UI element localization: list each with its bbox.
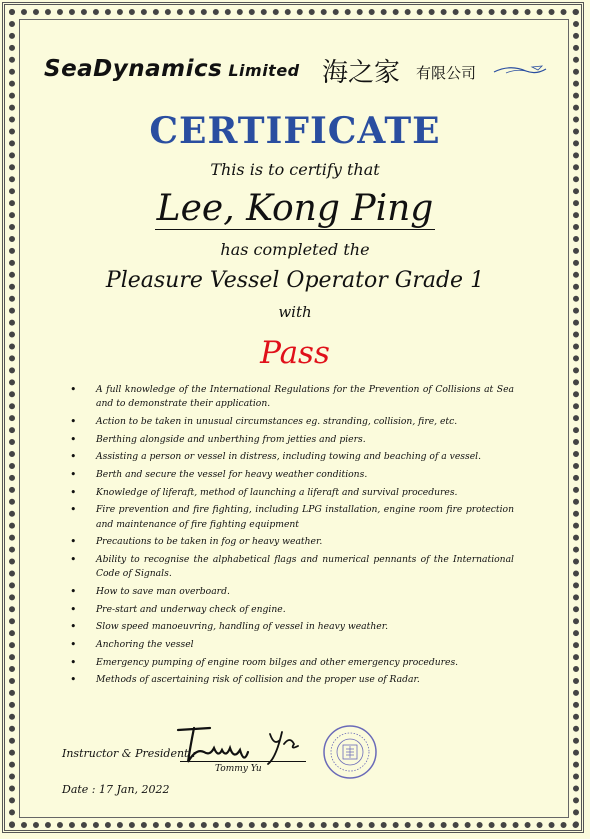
competency-list: [70, 383, 514, 691]
competency-item: • Methods of ascertaining risk of collision and the proper use of Radar.: [70, 673, 514, 687]
handwritten-signature: [170, 718, 310, 770]
certificate-title: CERTIFICATE: [149, 110, 441, 152]
competency-item: • Berthing alongside and unberthing from jetties and piers.: [70, 433, 514, 447]
competency-item: • Anchoring the vessel: [70, 638, 514, 652]
competency-item: • How to save man overboard.: [70, 585, 514, 599]
certify-text: This is to certify that: [210, 160, 380, 179]
company-name-text: SeaDynamics: [44, 56, 223, 82]
recipient-name-text: Lee, Kong Ping: [156, 188, 434, 229]
competency-item: • A full knowledge of the International Regulations for the Prevention of Collisions at Sea and to demonstrate their application.: [70, 383, 514, 411]
course-title: Pleasure Vessel Operator Grade 1: [105, 268, 485, 293]
issue-date: Date : 17 Jan, 2022: [62, 783, 170, 796]
result-text: Pass: [260, 335, 330, 371]
wave-logo-icon: [492, 60, 548, 80]
company-header: [44, 52, 554, 88]
recipient-name: [0, 188, 590, 229]
company-chinese-suffix: 有限公司: [416, 64, 477, 82]
competency-item: • Assisting a person or vessel in distress, including towing and beaching of a vessel.: [70, 450, 514, 464]
company-name: [44, 56, 300, 82]
competency-item: • Action to be taken in unusual circumstances eg. stranding, collision, fire, etc.: [70, 415, 514, 429]
competency-item: • Fire prevention and fire fighting, including LPG installation, engine room fire protection and maintenance of fire fighting equipment: [70, 503, 514, 531]
competency-item: • Precautions to be taken in fog or heavy weather.: [70, 535, 514, 549]
with-text: with: [278, 303, 312, 321]
signature-line: [180, 761, 306, 762]
completed-text: has completed the: [220, 240, 370, 259]
signer-name: Tommy Yu: [215, 764, 262, 774]
competency-item: • Pre-start and underway check of engine.: [70, 603, 514, 617]
competency-item: • Emergency pumping of engine room bilges and other emergency procedures.: [70, 656, 514, 670]
competency-item: • Berth and secure the vessel for heavy weather conditions.: [70, 468, 514, 482]
company-seal-stamp: [322, 724, 378, 780]
company-limited: Limited: [228, 61, 300, 80]
company-chinese-name: 海之家: [322, 58, 401, 88]
competency-item: • Knowledge of liferaft, method of launching a liferaft and survival procedures.: [70, 486, 514, 500]
competency-item: • Slow speed manoeuvring, handling of vessel in heavy weather.: [70, 620, 514, 634]
competency-item: • Ability to recognise the alphabetical flags and numerical pennants of the International Code of Signals.: [70, 553, 514, 581]
signature-label: Instructor & President :: [62, 747, 196, 760]
